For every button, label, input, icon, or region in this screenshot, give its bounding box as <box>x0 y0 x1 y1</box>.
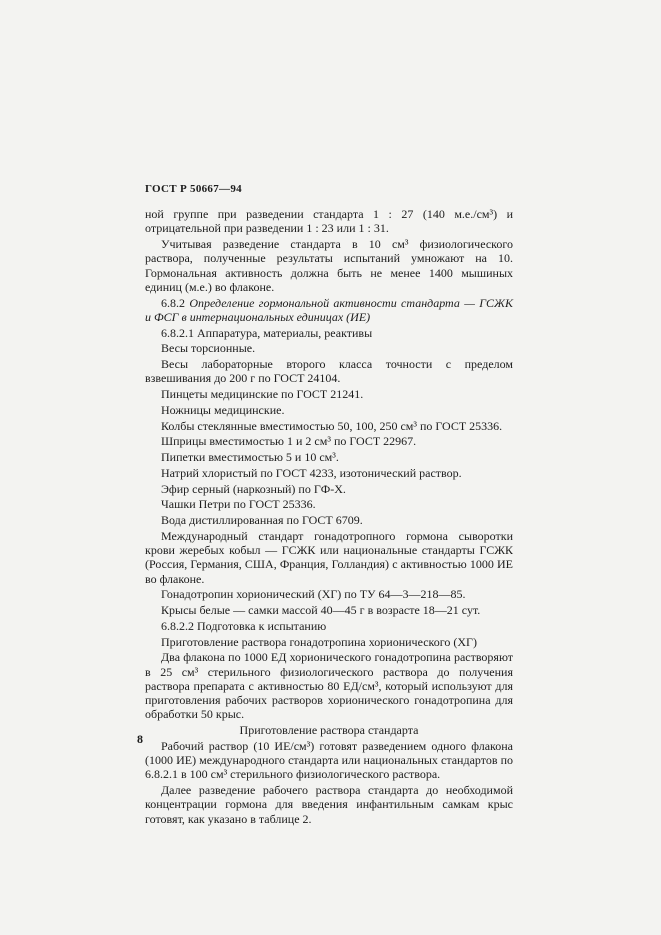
subsection-heading: 6.8.2.2 Подготовка к испытанию <box>161 618 327 633</box>
list-item: Ножницы медицинские. <box>161 402 285 417</box>
list-item: Шприцы вместимостью 1 и 2 см³ по ГОСТ 22967. <box>161 434 417 449</box>
paragraph: Учитывая разведение стандарта в 10 см³ физиологического раствора, полученные результаты испытаний умножают на 10. Гормональная активность должна быть не менее 1400 мышиных единиц (м.е.) во флаконе. <box>145 237 513 294</box>
list-item: Крысы белые — самки массой 40—45 г в возрасте 18—21 сут. <box>161 603 481 617</box>
list-item: Весы лабораторные второго класса точности с пределом взвешивания до 200 г по ГОСТ 24104. <box>145 357 513 386</box>
section-number: 6.8.2 <box>161 295 190 310</box>
list-item: Гонадотропин хорионический (ХГ) по ТУ 64—3—218—85. <box>161 587 466 602</box>
section-heading <box>145 296 513 325</box>
list-item: Вода дистиллированная по ГОСТ 6709. <box>161 513 363 527</box>
centered-heading: Приготовление раствора стандарта <box>239 723 419 737</box>
list-item: Пипетки вместимостью 5 и 10 см³. <box>161 450 339 464</box>
list-item: Пинцеты медицинские по ГОСТ 21241. <box>161 387 364 401</box>
list-item: Весы торсионные. <box>161 341 256 356</box>
list-item: Колбы стеклянные вместимостью 50, 100, 250 см³ по ГОСТ 25336. <box>161 418 503 433</box>
list-item: Натрий хлористый по ГОСТ 4233, изотонический раствор. <box>161 465 462 480</box>
list-item: Эфир серный (наркозный) по ГФ-Х. <box>161 481 346 496</box>
page-number: 8 <box>137 732 143 746</box>
paragraph-heading: Приготовление раствора гонадотропина хорионического (ХГ) <box>161 634 477 649</box>
document-header: ГОСТ Р 50667—94 <box>145 183 242 195</box>
list-item: Международный стандарт гонадотропного гормона сыворотки крови жеребых кобыл — ГСЖК или национальные стандарты ГСЖК (Россия, Германия, США, Франция, Голландия) с активностью 1000 ИЕ во флаконе. <box>145 528 513 586</box>
paragraph: Далее разведение рабочего раствора стандарта до необходимой концентрации гормона для введения инфантильным самкам крыс готовят, как указано в таблице 2. <box>145 783 513 826</box>
paragraph: ной группе при разведении стандарта 1 : 27 (140 м.е./см³) и отрицательной при разведении 1 : 23 или 1 : 31. <box>145 207 513 236</box>
list-item: Чашки Петри по ГОСТ 25336. <box>161 497 316 512</box>
section-title: Определение гормональной активности стандарта — ГСЖК и ФСГ в интернациональных единицах (ИЕ) <box>145 295 514 324</box>
subsection-heading: 6.8.2.1 Аппаратура, материалы, реактивы <box>161 325 373 340</box>
document-body <box>145 207 513 827</box>
paragraph: Два флакона по 1000 ЕД хорионического гонадотропина растворяют в 25 см³ стерильного физиологического раствора до получения раствора препарата с активностью 80 ЕД/см³, который используют для приготовления рабочих растворов хорионического гонадотропина для обработки 50 крыс. <box>145 650 513 722</box>
paragraph: Рабочий раствор (10 ИЕ/см³) готовят разведением одного флакона (1000 ИЕ) международного стандарта или национальных стандартов по 6.8.2.1 в 100 см³ стерильного физиологического раствора. <box>145 738 513 782</box>
